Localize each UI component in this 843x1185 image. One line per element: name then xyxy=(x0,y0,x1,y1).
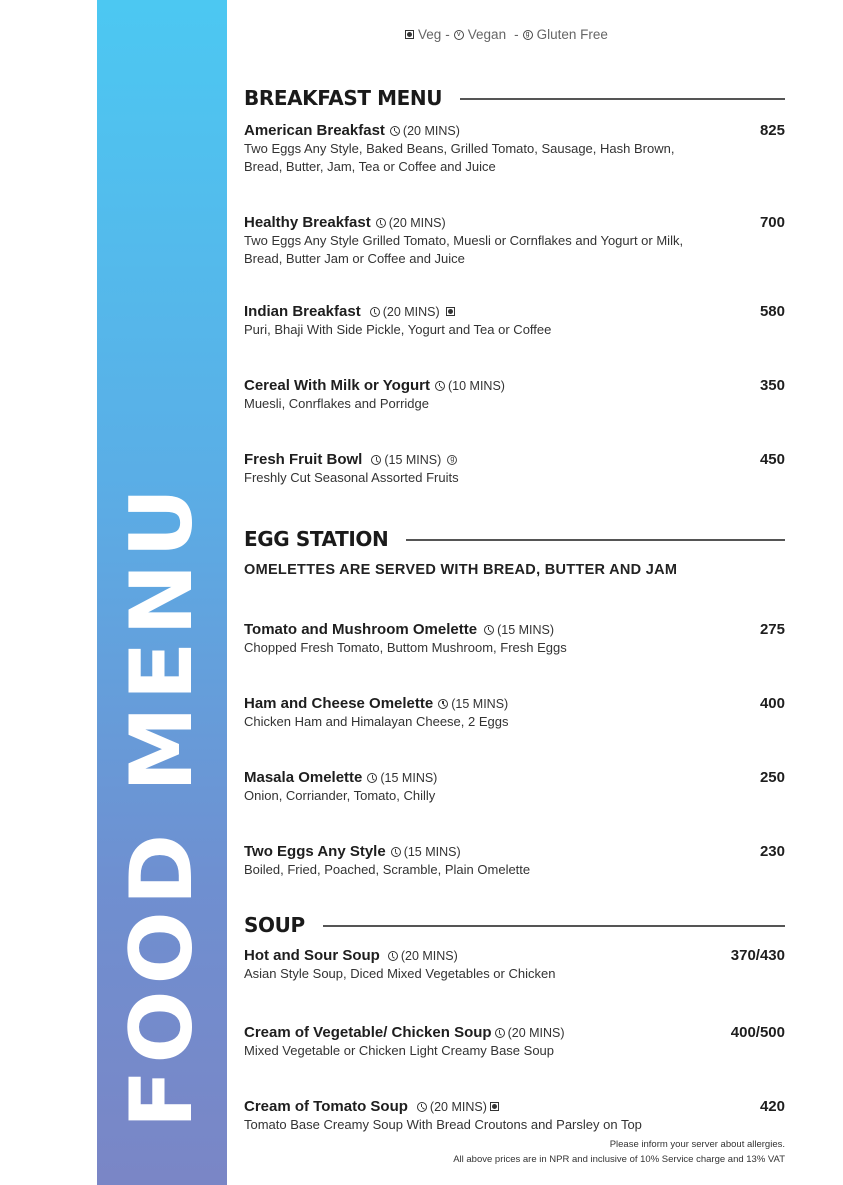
item-price: 825 xyxy=(759,122,785,139)
prep-time: (15 MINS) xyxy=(367,771,437,785)
item-description: Onion, Corriander, Tomato, Chilly xyxy=(244,788,436,803)
gluten-free-icon: g xyxy=(447,455,457,465)
item-name: Masala Omelette xyxy=(244,769,363,786)
item-price: 250 xyxy=(759,769,785,786)
veg-icon xyxy=(490,1102,499,1111)
item-name: Hot and Sour Soup xyxy=(244,947,380,964)
menu-item xyxy=(244,377,785,413)
section-soup xyxy=(244,913,785,937)
menu-item xyxy=(244,303,785,339)
prep-time: (15 MINS) xyxy=(391,845,461,859)
section-heading: EGG STATION xyxy=(244,527,389,551)
price-note: All above prices are in NPR and inclusive of 10% Service charge and 13% VAT xyxy=(453,1154,785,1165)
item-description: Boiled, Fried, Poached, Scramble, Plain Omelette xyxy=(244,862,531,877)
prep-time: (15 MINS) xyxy=(371,453,441,467)
prep-time: (10 MINS) xyxy=(435,379,505,393)
item-name: Cream of Vegetable/ Chicken Soup xyxy=(244,1024,492,1041)
item-name: Two Eggs Any Style xyxy=(244,843,386,860)
legend-veg: Veg xyxy=(418,27,442,42)
item-description: Puri, Bhaji With Side Pickle, Yogurt and Tea or Coffee xyxy=(244,322,552,337)
clock-icon xyxy=(438,699,448,709)
section-breakfast xyxy=(244,86,785,110)
clock-icon xyxy=(391,847,401,857)
legend-vegan: Vegan xyxy=(467,27,507,42)
menu-item xyxy=(244,451,785,487)
item-description: Asian Style Soup, Diced Mixed Vegetables or Chicken xyxy=(244,966,556,981)
prep-time: (20 MINS) xyxy=(390,124,460,138)
allergy-note: Please inform your server about allergies. xyxy=(609,1139,785,1150)
menu-item xyxy=(244,621,785,657)
footer-notes xyxy=(453,1137,785,1167)
item-price: 420 xyxy=(759,1098,785,1115)
prep-time: (20 MINS) xyxy=(376,216,446,230)
legend-gluten-free: Gluten Free xyxy=(536,27,608,42)
item-description: Chicken Ham and Himalayan Cheese, 2 Eggs xyxy=(244,714,509,729)
item-name: Fresh Fruit Bowl xyxy=(244,451,363,468)
sidebar-title: FOOD MENU xyxy=(112,481,212,1129)
item-price: 400 xyxy=(759,695,785,712)
vegan-icon: v xyxy=(454,30,464,40)
item-price: 350 xyxy=(759,377,785,394)
item-description: Tomato Base Creamy Soup With Bread Croutons and Parsley on Top xyxy=(244,1117,642,1132)
item-price: 580 xyxy=(759,303,785,320)
clock-icon xyxy=(388,951,398,961)
item-description: Muesli, Conrflakes and Porridge xyxy=(244,396,429,411)
section-heading: SOUP xyxy=(244,913,305,937)
item-description: Chopped Fresh Tomato, Buttom Mushroom, Fresh Eggs xyxy=(244,640,567,655)
section-egg-station xyxy=(244,527,785,551)
clock-icon xyxy=(390,126,400,136)
menu-item xyxy=(244,1098,785,1134)
menu-item xyxy=(244,1024,785,1060)
menu-item xyxy=(244,769,785,805)
item-name: Healthy Breakfast xyxy=(244,214,371,231)
item-price: 400/500 xyxy=(730,1024,785,1041)
prep-time: (20 MINS) xyxy=(388,949,458,963)
menu-item xyxy=(244,947,785,983)
item-price: 230 xyxy=(759,843,785,860)
veg-icon xyxy=(446,307,455,316)
legend-separator: - xyxy=(445,27,450,42)
clock-icon xyxy=(484,625,494,635)
item-price: 700 xyxy=(759,214,785,231)
clock-icon xyxy=(367,773,377,783)
item-price: 370/430 xyxy=(730,947,785,964)
clock-icon xyxy=(376,218,386,228)
item-name: Cereal With Milk or Yogurt xyxy=(244,377,430,394)
item-name: Indian Breakfast xyxy=(244,303,361,320)
clock-icon xyxy=(370,307,380,317)
prep-time: (15 MINS) xyxy=(438,697,508,711)
section-note: OMELETTES ARE SERVED WITH BREAD, BUTTER AND JAM xyxy=(244,562,678,578)
dietary-legend xyxy=(405,27,608,42)
item-description: Mixed Vegetable or Chicken Light Creamy Base Soup xyxy=(244,1043,555,1058)
clock-icon xyxy=(495,1028,505,1038)
item-name: Cream of Tomato Soup xyxy=(244,1098,408,1115)
clock-icon xyxy=(371,455,381,465)
menu-item xyxy=(244,695,785,731)
clock-icon xyxy=(435,381,445,391)
item-description: Two Eggs Any Style Grilled Tomato, Muesli or Cornflakes and Yogurt or Milk, Bread, Butter Jam or Coffee and Juice xyxy=(244,233,684,266)
prep-time: (20 MINS) xyxy=(417,1100,487,1114)
item-price: 275 xyxy=(759,621,785,638)
menu-item xyxy=(244,122,785,176)
menu-item xyxy=(244,843,785,879)
prep-time: (20 MINS) xyxy=(495,1026,565,1040)
prep-time: (15 MINS) xyxy=(484,623,554,637)
item-name: American Breakfast xyxy=(244,122,385,139)
item-name: Tomato and Mushroom Omelette xyxy=(244,621,478,638)
clock-icon xyxy=(417,1102,427,1112)
prep-time: (20 MINS) xyxy=(370,305,440,319)
section-heading: BREAKFAST MENU xyxy=(244,86,443,110)
divider xyxy=(460,98,785,100)
divider xyxy=(323,925,785,927)
menu-item xyxy=(244,214,785,268)
item-name: Ham and Cheese Omelette xyxy=(244,695,434,712)
legend-separator: - xyxy=(514,27,519,42)
item-price: 450 xyxy=(759,451,785,468)
veg-icon xyxy=(405,30,414,39)
gluten-free-icon: g xyxy=(523,30,533,40)
item-description: Freshly Cut Seasonal Assorted Fruits xyxy=(244,470,459,485)
item-description: Two Eggs Any Style, Baked Beans, Grilled Tomato, Sausage, Hash Brown, Bread, Butter, Jam, Tea or Coffee and Juice xyxy=(244,141,675,174)
divider xyxy=(406,539,785,541)
